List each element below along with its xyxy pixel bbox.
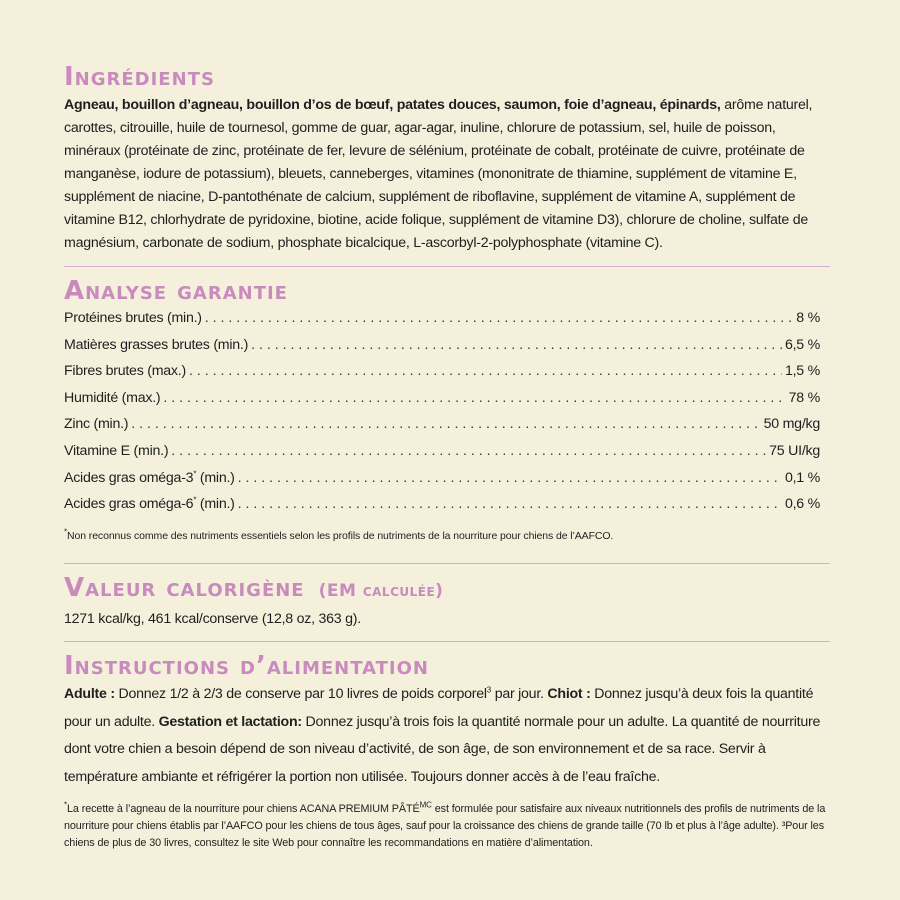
feeding-section [64, 651, 830, 852]
puppy-label: Chiot : [547, 686, 591, 702]
analysis-row [64, 491, 820, 518]
analysis-row [64, 385, 820, 412]
gestation-label: Gestation et lactation: [158, 713, 302, 730]
calorie-text: 1271 kcal/kg, 461 kcal/conserve (12,8 oz, 363 g). [64, 611, 361, 627]
analysis-value: 6,5 % [784, 336, 820, 353]
analysis-label: Acides gras oméga-3* (min.) [64, 468, 235, 486]
analysis-label: Matières grasses brutes (min.) [64, 336, 249, 353]
analysis-value: 0,6 % [784, 496, 820, 513]
analysis-section [64, 276, 830, 544]
analysis-footnote: *Non reconnus comme des nutriments essentiels selon les profils de nutriments de la nourriture pour chiens de l’AAFCO. [64, 527, 614, 542]
calorie-section [64, 573, 830, 631]
analysis-row [64, 358, 820, 385]
feeding-title: Instructions d’alimentation [64, 651, 429, 681]
analysis-table [64, 305, 830, 518]
analysis-row [64, 332, 820, 359]
analysis-value: 1,5 % [784, 363, 820, 380]
leader-dots [251, 332, 782, 359]
calorie-title: Valeur calorigène (EM calculée) [64, 573, 444, 603]
ingredients-text [64, 94, 830, 255]
analysis-label: Acides gras oméga-6* (min.) [64, 495, 235, 513]
divider [64, 641, 830, 642]
calorie-subtitle: (EM calculée) [318, 581, 444, 601]
analysis-value: 50 mg/kg [763, 416, 820, 433]
analysis-row [64, 305, 820, 332]
adult-label: Adulte : [64, 686, 115, 702]
leader-dots [189, 358, 782, 385]
divider [64, 266, 830, 267]
analysis-value: 8 % [796, 310, 820, 326]
analysis-row [64, 438, 820, 465]
leader-dots [205, 305, 794, 332]
divider [64, 563, 830, 564]
ingredients-section [64, 62, 830, 255]
analysis-label: Protéines brutes (min.) [64, 310, 202, 326]
analysis-label: Zinc (min.) [64, 416, 129, 433]
analysis-title: Analyse garantie [64, 276, 288, 306]
leader-dots [238, 465, 782, 492]
leader-dots [163, 385, 785, 412]
analysis-row [64, 465, 820, 492]
ingredients-main: Agneau, bouillon d’agneau, bouillon d’os de bœuf, patates douces, saumon, foie d’agneau, épinards, [64, 97, 721, 113]
analysis-value: 0,1 % [784, 469, 820, 486]
ingredients-title: Ingrédients [64, 62, 215, 92]
analysis-label: Humidité (max.) [64, 389, 161, 406]
leader-dots [238, 491, 782, 518]
analysis-label: Vitamine E (min.) [64, 442, 169, 459]
analysis-value: 78 % [788, 389, 820, 406]
analysis-label: Fibres brutes (max.) [64, 363, 186, 380]
leader-dots [131, 411, 760, 438]
leader-dots [171, 438, 766, 465]
disclaimer: *La recette à l’agneau de la nourriture pour chiens ACANA PREMIUM $PÂTÉ^{MC}$ est formulée pour satisfaire aux niveaux nutritionnels des profils de nutriments de la nourriture pour chiens établis par l’AAFCO pour les chiens de tous âges, sauf pour la croissance des chiens de grande taille (70 lb et plus à l’âge adulte). ³Pour les chiens de plus de 30 livres, consultez le site Web pour connaître les recommandations en matière d’alimentation. [64, 800, 826, 849]
feeding-text: Adulte : Donnez 1/2 à 2/3 de conserve par 10 livres de poids corporel$^3$ par jour. Chiot : Donnez jusqu’à deux fois la quantité pour un adulte. Gestation et lactation: Donnez jusqu’à trois fois la quantité normale pour un adulte. La quantité de nourriture dont votre chien a besoin dépend de son niveau d’activité, de son âge, de son environnement et de sa race. Servir à température ambiante et réfrigérer la portion non utilisée. Toujours donner accès à de l’eau fraîche. [64, 685, 821, 785]
ingredients-rest: arôme naturel, carottes, citrouille, huile de tournesol, gomme de guar, agar-agar, inuline, chlorure de potassium, sel, huile de poisson, minéraux (protéinate de zinc, protéinate de fer, levure de sélénium, protéinate de cobalt, protéinate de cuivre, protéinate de manganèse, iodure de potassium), bleuets, canneberges, vitamines (mononitrate de thiamine, supplément de vitamine E, supplément de niacine, D-pantothénate de calcium, supplément de riboflavine, supplément de vitamine A, supplément de vitamine B12, chlorhydrate de pyridoxine, biotine, acide folique, supplément de vitamine D3), chlorure de choline, sulfate de magnésium, carbonate de sodium, phosphate bicalcique, L-ascorbyl-2-polyphosphate (vitamine C). [64, 97, 813, 251]
analysis-value: 75 UI/kg [769, 442, 820, 459]
analysis-row [64, 411, 820, 438]
